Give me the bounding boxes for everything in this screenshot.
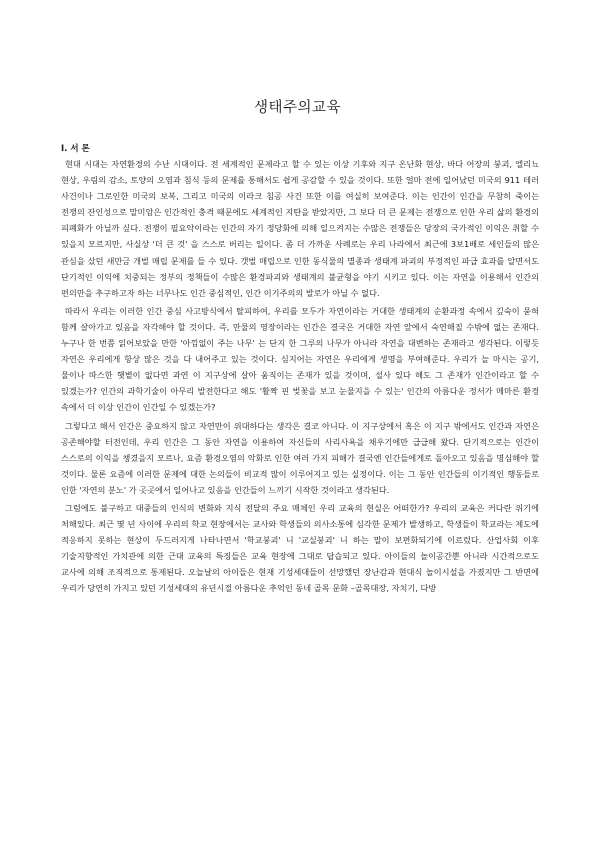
section-heading: Ⅰ. 서 론	[61, 144, 90, 154]
paragraph: 그럼에도 불구하고 대중들의 인식의 변화와 지식 전달의 주요 매체인 우리 교육의 현실은 어떠한가? 우리의 교육은 커다란 위기에 처해있다. 최근 몇 년 사이에 우리의 학교 현장에서는 교사와 학생들의 의사소통에 심각한 문제가 발생하고, 학생들이 학교라는 제도에 적응하지 못하는 현상이 두드러지게 나타나면서 '학교붕괴' 니 '교실붕괴' 니 하는 말이 보편화되기에 이르렀다. 산업사회 이후 기술지향적인 가치관에 의한 근대 교육의 특징들은 교육 현장에 그대로 답습되고 있다. 아이들의 놀이공간뿐 아니라 시간적으로도 교사에 의해 조직적으로 통제된다. 오늘날의 아이들은 현재 기성세대들이 선망했던 장난감과 현대식 놀이시설을 가졌지만 그 반면에 우리가 당연히 가지고 있던 기성세대의 유년시절 아름다운 추억인 동네 골목 문화 –골목대장, 자치기, 다방	[61, 502, 539, 594]
document-body	[61, 156, 539, 599]
paragraph: 그렇다고 해서 인간은 중요하지 않고 자연만이 위대하다는 생각은 결코 아니다. 이 지구상에서 혹은 이 지구 밖에서도 인간과 자연은 공존해야할 터전인데, 우리 인간은 그 동안 자연을 이용하여 자신들의 사리사욕을 채우기에만 급급해 왔다. 단기적으로는 인간이 스스로의 이익을 챙겼을지 모르나, 요즘 환경오염의 악화로 인한 여러 가지 피해가 결국엔 인간들에게로 돌아오고 있음을 명심해야 할 것이다. 물론 요즘에 이러한 문제에 대한 논의들이 비교적 많이 이루어지고 있는 실정이다. 이는 그 동안 인간들의 이기적인 행동들로 인한 '자연의 분노' 가 곳곳에서 일어나고 있음을 인간들이 느끼기 시작한 것이라고 생각된다.	[61, 420, 539, 495]
paragraph: 따라서 우리는 이러한 인간 중심 사고방식에서 탈피하여, 우리를 모두가 자연이라는 거대한 생태계의 순환과정 속에서 깊숙이 묻혀 함께 살아가고 있음을 자각해야 할 것이다. 즉, 만물의 영장이라는 인간은 결국은 거대한 자연 앞에서 숙연해질 수밖에 없는 존재다. 누구나 한 번쯤 읽어보았을 만한 '아낌없이 주는 나무' 는 단지 한 그루의 나무가 아니라 자연을 대변하는 존재라고 생각된다. 이렇듯 자연은 우리에게 항상 많은 것을 다 내어주고 있는 것이다. 심지어는 자연은 우리에게 생명을 부여해준다. 우리가 늘 마시는 공기, 물이나 따스한 햇볕이 없다면 과연 이 지구상에 살아 움직이는 존재가 있을 것이며, 설사 있다 해도 그 존재가 인간이라고 할 수 있겠는가? 인간의 과학기술이 아무리 발전한다고 해도 '활짝 핀 벚꽃을 보고 눈물지을 수 있는' 인간의 아름다운 정서가 메마른 환경 속에서 더 이상 인간이 인간일 수 있겠는가?	[61, 305, 539, 413]
document-title: 생태주의교육	[253, 100, 342, 116]
paragraph: 현대 시대는 자연환경의 수난 시대이다. 전 세계적인 문제라고 할 수 있는 이상 기후와 지구 온난화 현상, 바다 어장의 붕괴, 엘리뇨 현상, 우림의 감소, 토양의 오염과 침식 등의 문제를 통해서도 쉽게 공감할 수 있을 것이다. 또한 얼마 전에 일어났던 미국의 911 테러 사건이나 그로인한 미국의 보복, 그리고 미국의 이라크 침공 사건 또한 이를 여실히 보여준다. 이는 인간이 인간을 무참히 죽이는 전쟁의 잔인성으로 말미암은 인간적인 충격 때문에도 세계적인 지탄을 받았지만, 그 보다 더 큰 문제는 전쟁으로 인한 우리 삶의 환경의 피폐화가 아닐까 싶다. 전쟁이 필요악이라는 인간의 자기 정당화에 의해 일으켜지는 수많은 전쟁들은 당장의 국가적인 이익은 취할 수 있을지 모르지만, 사실상 '더 큰 것' 을 스스로 버리는 일이다. 좀 더 가까운 사례로는 우리 나라에서 최근에 3보1배로 세인들의 많은 관심을 샀던 새만금 개벌 매립 문제를 들 수 있다. 갯벌 매립으로 인한 동식물의 멸종과 생태계 파괴의 부정적인 파급 효과를 알면서도 단기적인 이익에 치중되는 정부의 정책들이 수많은 환경파괴와 생태계의 불균형을 야기 시키고 있다. 이는 자연을 이용해서 인간의 편의만을 추구하고자 하는 너무나도 인간 중심적인, 인간 이기주의의 발로가 아닐 수 없다.	[61, 159, 539, 298]
